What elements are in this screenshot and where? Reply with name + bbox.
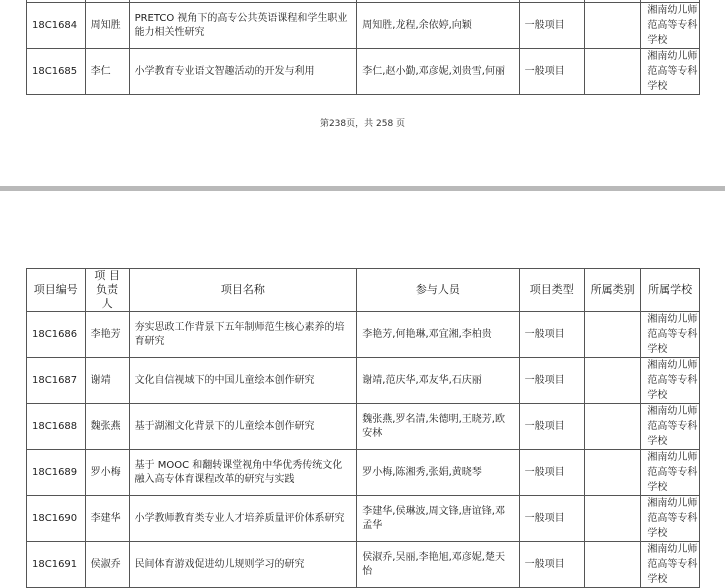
project-members: 魏张燕,罗名清,朱德明,王晓芳,欧安林 bbox=[357, 404, 519, 450]
project-type: 一般项目 bbox=[519, 3, 584, 49]
project-leader: 侯淑乔 bbox=[85, 542, 129, 588]
project-members: 周知胜,龙程,余依婷,向颖 bbox=[357, 3, 519, 49]
project-leader: 罗小梅 bbox=[85, 450, 129, 496]
project-category bbox=[584, 312, 640, 358]
project-id: 18C1686 bbox=[27, 312, 86, 358]
table-row bbox=[27, 312, 700, 358]
project-id: 18C1685 bbox=[27, 49, 86, 95]
project-type: 一般项目 bbox=[519, 496, 584, 542]
project-type: 一般项目 bbox=[519, 358, 584, 404]
project-members: 李艳芳,何艳琳,邓宜湘,李柏贵 bbox=[357, 312, 519, 358]
project-name: 小学教师教育类专业人才培养质量评价体系研究 bbox=[129, 496, 357, 542]
project-members: 罗小梅,陈湘秀,张娟,黄晓琴 bbox=[357, 450, 519, 496]
project-type: 一般项目 bbox=[519, 542, 584, 588]
project-school: 湘南幼儿师范高等专科学校 bbox=[641, 450, 700, 496]
header-project-id: 项目编号 bbox=[27, 269, 86, 312]
header-project-name: 项目名称 bbox=[129, 269, 357, 312]
project-name: 基于湖湘文化背景下的儿童绘本创作研究 bbox=[129, 404, 357, 450]
project-category bbox=[584, 542, 640, 588]
project-id: 18C1691 bbox=[27, 542, 86, 588]
project-school: 湘南幼儿师范高等专科学校 bbox=[641, 404, 700, 450]
project-leader: 周知胜 bbox=[85, 3, 129, 49]
page-number: 第238页，共 258 页 bbox=[319, 119, 406, 129]
project-leader: 李仁 bbox=[85, 49, 129, 95]
project-type: 一般项目 bbox=[519, 49, 584, 95]
project-school: 湘南幼儿师范高等专科学校 bbox=[641, 542, 700, 588]
document-page-239 bbox=[0, 191, 725, 585]
project-school: 湘南幼儿师范高等专科学校 bbox=[641, 3, 700, 49]
project-school: 湘南幼儿师范高等专科学校 bbox=[641, 312, 700, 358]
project-members: 李建华,侯琳波,周文锋,唐谊锋,邓孟华 bbox=[357, 496, 519, 542]
table-row bbox=[27, 404, 700, 450]
project-id: 18C1687 bbox=[27, 358, 86, 404]
project-category bbox=[584, 496, 640, 542]
table-row bbox=[27, 496, 700, 542]
project-type: 一般项目 bbox=[519, 404, 584, 450]
project-name: 基于 MOOC 和翻转课堂视角中华优秀传统文化融入高专体育课程改革的研究与实践 bbox=[129, 450, 357, 496]
project-name: 民间体育游戏促进幼儿规则学习的研究 bbox=[129, 542, 357, 588]
project-members: 谢靖,范庆华,邓友华,石庆丽 bbox=[357, 358, 519, 404]
project-name: 小学教育专业语文智趣活动的开发与利用 bbox=[129, 49, 357, 95]
project-category bbox=[584, 358, 640, 404]
project-name: 夯实思政工作背景下五年制师范生核心素养的培育研究 bbox=[129, 312, 357, 358]
table-row bbox=[27, 3, 700, 49]
project-leader: 李艳芳 bbox=[85, 312, 129, 358]
project-name: 文化自信视域下的中国儿童绘本创作研究 bbox=[129, 358, 357, 404]
project-school: 湘南幼儿师范高等专科学校 bbox=[641, 358, 700, 404]
project-type: 一般项目 bbox=[519, 312, 584, 358]
table-header-row bbox=[27, 269, 700, 312]
project-id: 18C1689 bbox=[27, 450, 86, 496]
table-row bbox=[27, 49, 700, 95]
project-name: PRETCO 视角下的高专公共英语课程和学生职业能力相关性研究 bbox=[129, 3, 357, 49]
project-members: 李仁,赵小勤,邓彦妮,刘贵雪,何丽 bbox=[357, 49, 519, 95]
project-school: 湘南幼儿师范高等专科学校 bbox=[641, 49, 700, 95]
project-school: 湘南幼儿师范高等专科学校 bbox=[641, 496, 700, 542]
document-page-238 bbox=[0, 0, 725, 186]
header-members: 参与人员 bbox=[357, 269, 519, 312]
project-category bbox=[584, 49, 640, 95]
table-row bbox=[27, 542, 700, 588]
project-category bbox=[584, 3, 640, 49]
project-id: 18C1690 bbox=[27, 496, 86, 542]
header-project-type: 项目类型 bbox=[519, 269, 584, 312]
project-leader: 谢靖 bbox=[85, 358, 129, 404]
project-id: 18C1688 bbox=[27, 404, 86, 450]
project-table-page-239 bbox=[26, 268, 700, 588]
project-leader: 李建华 bbox=[85, 496, 129, 542]
header-category: 所属类别 bbox=[584, 269, 640, 312]
project-type: 一般项目 bbox=[519, 450, 584, 496]
project-category bbox=[584, 404, 640, 450]
header-project-leader: 项 目 负责人 bbox=[85, 269, 129, 312]
project-table-page-238 bbox=[26, 0, 700, 95]
project-category bbox=[584, 450, 640, 496]
table-row bbox=[27, 450, 700, 496]
header-school: 所属学校 bbox=[641, 269, 700, 312]
project-id: 18C1684 bbox=[27, 3, 86, 49]
project-leader: 魏张燕 bbox=[85, 404, 129, 450]
table-row bbox=[27, 358, 700, 404]
project-members: 侯淑乔,吴丽,李艳旭,邓彦妮,楚天怡 bbox=[357, 542, 519, 588]
